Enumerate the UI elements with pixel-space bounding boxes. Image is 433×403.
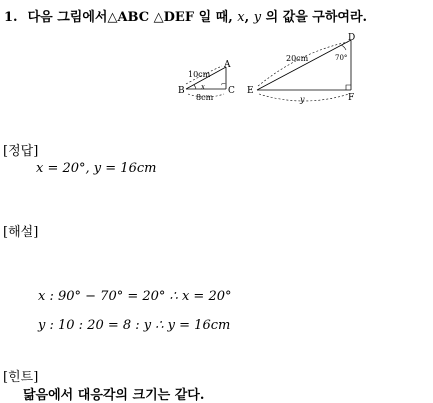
- problem-text-before: 다음 그림에서△ABC △DEF 일 때,: [27, 10, 233, 25]
- explanation-header: [해설]: [3, 225, 39, 240]
- hint-text: 닮음에서 대응각의 크기는 같다.: [23, 388, 205, 403]
- def-hypotenuse-label: 20cm: [286, 54, 309, 63]
- problem-text-after: 의 값을 구하여라.: [265, 10, 368, 25]
- def-angle-label: 70°: [335, 54, 348, 62]
- def-base-label: y: [300, 95, 305, 104]
- vertex-a: A: [224, 60, 231, 70]
- triangle-def: [247, 33, 355, 104]
- problem-var-y: y: [253, 10, 262, 25]
- explanation-line-2: y : 10 : 20 = 8 : y ∴ y = 16cm: [38, 318, 231, 333]
- problem-var-x: x: [237, 10, 245, 25]
- answer-header: [정답]: [3, 144, 39, 159]
- abc-angle-label: x: [201, 83, 205, 91]
- vertex-c: C: [228, 86, 235, 96]
- triangle-abc: [178, 60, 235, 102]
- abc-right-angle-mark: ⌐: [221, 81, 227, 88]
- problem-comma: ,: [244, 10, 250, 25]
- abc-base-label: 8cm: [196, 93, 214, 102]
- hint-header: [힌트]: [3, 370, 39, 385]
- vertex-f: F: [348, 93, 355, 103]
- vertex-d: D: [348, 33, 356, 43]
- problem-number: 1.: [4, 10, 18, 25]
- triangles-figure: [0, 0, 433, 120]
- vertex-e: E: [247, 86, 254, 96]
- vertex-b: B: [178, 86, 185, 96]
- answer-line: x = 20°, y = 16cm: [36, 161, 157, 176]
- abc-hypotenuse-label: 10cm: [188, 70, 211, 79]
- def-right-angle-mark: [346, 85, 351, 90]
- explanation-line-1: x : 90° − 70° = 20° ∴ x = 20°: [38, 289, 232, 304]
